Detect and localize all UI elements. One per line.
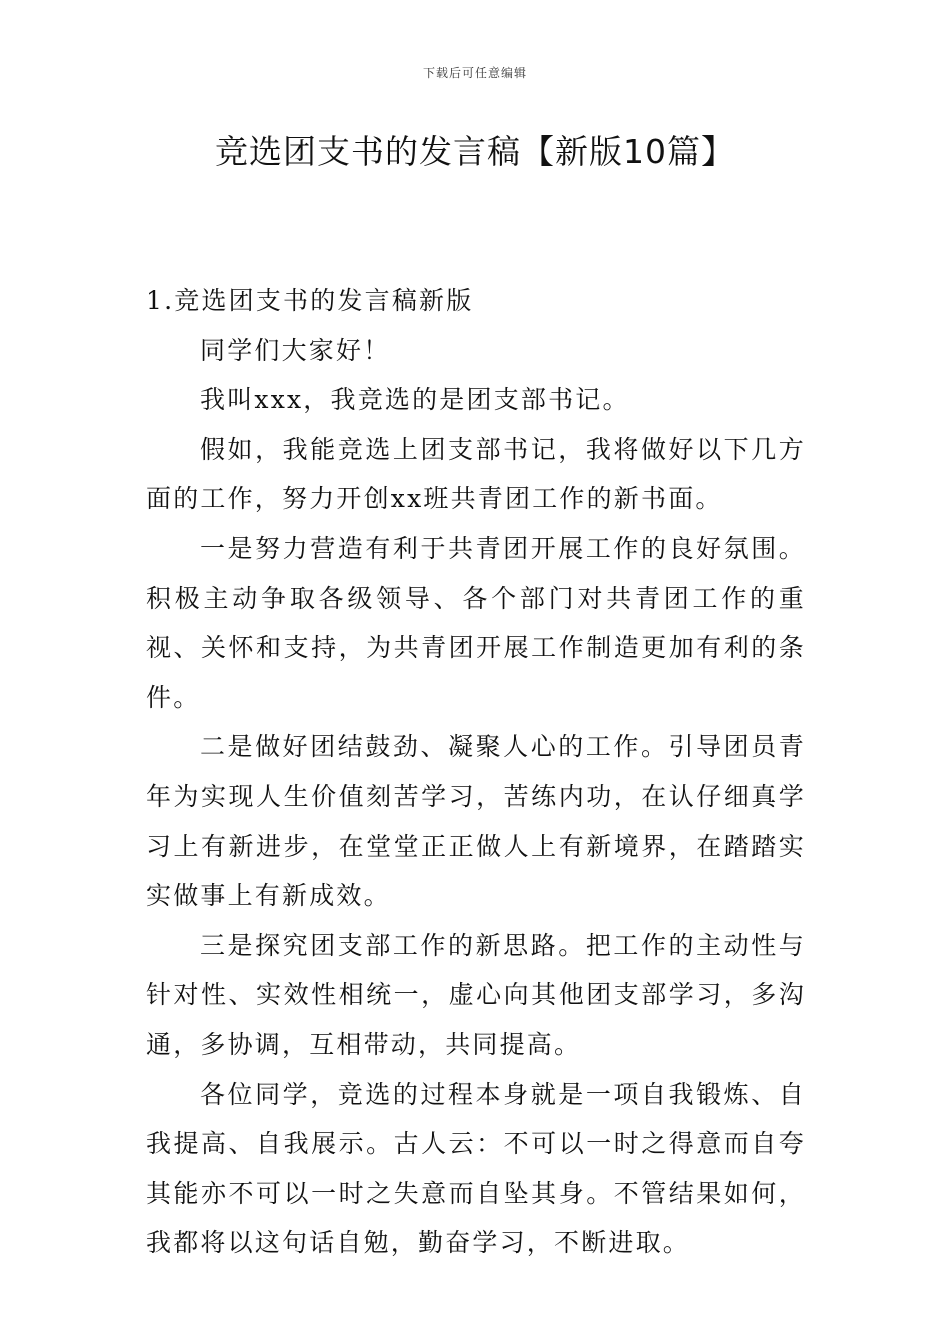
section-heading: 1.竞选团支书的发言稿新版 [146,286,474,315]
paragraph-introduction: 我叫xxx，我竞选的是团支部书记。 [200,385,630,415]
paragraph-greeting: 同学们大家好！ [200,335,391,365]
paragraph-closing: 各位同学，竞选的过程本身就是一项自我锻炼、自我提高、自我展示。古人云：不可以一时之得意而自夸其能亦不可以一时之失意而自坠其身。不管结果如何，我都将以这句话自勉，勤奋学习，不断进取。 [146,1079,806,1258]
document-title: 竞选团支书的发言稿【新版10篇】 [215,132,735,171]
paragraph-point-three: 三是探究团支部工作的新思路。把工作的主动性与针对性、实效性相统一，虚心向其他团支部学习，多沟通，多协调，互相带动，共同提高。 [146,930,806,1059]
header-note: 下载后可任意编辑 [422,66,527,80]
paragraph-commitment: 假如，我能竞选上团支部书记，我将做好以下几方面的工作，努力开创xx班共青团工作的新书面。 [146,434,806,514]
document-body [146,276,806,1268]
paragraph-point-one: 一是努力营造有利于共青团开展工作的良好氛围。积极主动争取各级领导、各个部门对共青团工作的重视、关怀和支持，为共青团开展工作制造更加有利的条件。 [146,533,806,712]
paragraph-point-two: 二是做好团结鼓劲、凝聚人心的工作。引导团员青年为实现人生价值刻苦学习，苦练内功，在认仔细真学习上有新进步，在堂堂正正做人上有新境界，在踏踏实实做事上有新成效。 [146,732,806,911]
